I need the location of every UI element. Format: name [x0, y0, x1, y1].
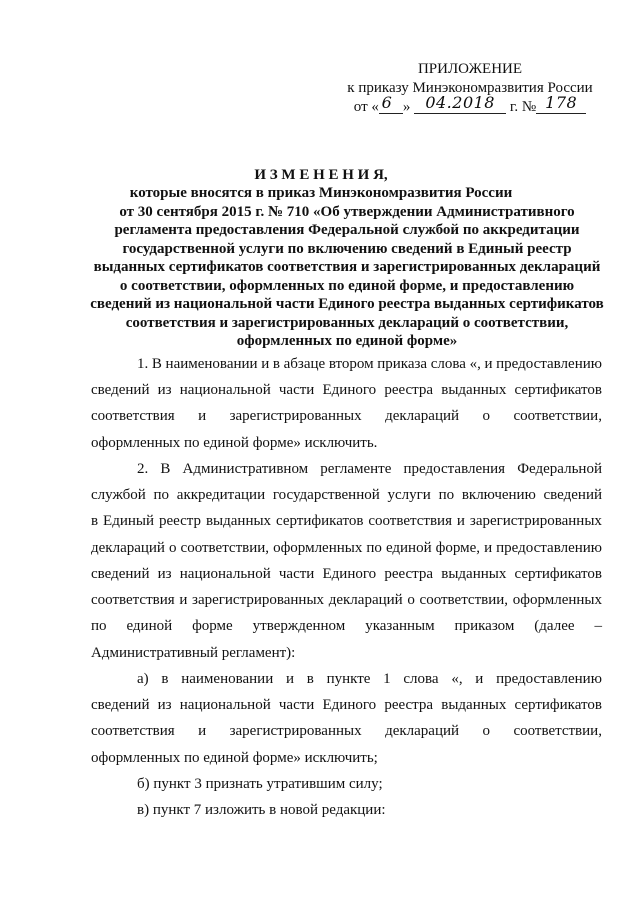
body-line — [91, 351, 602, 377]
word: форме, — [435, 539, 481, 556]
appendix-date-number-line — [345, 93, 595, 117]
word: – — [594, 618, 602, 635]
handwritten-number: 178 — [545, 93, 578, 112]
body-line: оформленных по единой форме» исключить. — [91, 434, 378, 451]
word: услуги — [387, 487, 431, 504]
body-line — [91, 535, 602, 561]
word: по — [153, 487, 170, 504]
word: и — [198, 723, 207, 740]
word: зарегистрированных — [469, 513, 602, 530]
word: включению — [461, 487, 536, 504]
word: из — [157, 565, 172, 582]
word: Федеральной — [517, 460, 602, 477]
date-close-quote: » — [402, 99, 411, 115]
word: соответствия — [91, 592, 175, 609]
word: в — [272, 356, 280, 372]
word: соответствия — [91, 408, 175, 425]
word: из — [157, 697, 172, 714]
word: о — [407, 592, 415, 609]
word: о — [482, 408, 490, 425]
word: реестра — [384, 382, 434, 399]
date-prefix: от « — [353, 99, 379, 115]
word: по — [366, 539, 382, 556]
body-line: оформленных по единой форме» исключить; — [91, 749, 378, 766]
word: о — [482, 723, 490, 740]
title-line: соответствия и зарегистрированных деклараций о соответствии, — [125, 314, 569, 331]
title-line: государственной услуги по включению сведений в Единый реестр — [122, 240, 572, 257]
body-line: б) пункт 3 признать утратившим силу; — [137, 775, 383, 792]
word: Административном — [182, 460, 309, 477]
word: деклараций — [328, 592, 403, 609]
word: Единого — [322, 382, 377, 399]
word: сведений — [91, 565, 150, 582]
document-title — [60, 166, 634, 350]
word: Единого — [322, 697, 377, 714]
word: в — [161, 670, 169, 687]
word: в — [91, 513, 99, 530]
word: предоставлению — [496, 539, 602, 556]
word: соответствии, — [513, 408, 602, 425]
subparagraph-b — [91, 771, 602, 797]
word: регламенте — [320, 460, 392, 477]
word: соответствии, — [419, 592, 509, 609]
word: зарегистрированных — [192, 592, 325, 609]
title-line: выданных сертификатов соответствия и зарегистрированных деклараций — [93, 259, 601, 276]
word: предоставлению — [496, 356, 602, 372]
title-line: от 30 сентября 2015 г. № 710 «Об утверждении Административного — [119, 203, 575, 220]
word: национальной — [179, 565, 271, 582]
word: указанным — [365, 618, 435, 635]
word: и — [484, 539, 493, 556]
word: сертификатов — [514, 697, 602, 714]
body-line — [91, 666, 602, 692]
word: реестр — [158, 513, 202, 530]
body-line: Административный регламент): — [91, 644, 296, 661]
word: наименовании — [165, 356, 258, 372]
word: «, — [451, 670, 463, 687]
word: единой — [385, 539, 432, 556]
word: государственной — [272, 487, 380, 504]
body-line — [91, 561, 602, 587]
word: пункте — [326, 670, 371, 687]
word: 2. — [137, 460, 149, 477]
appendix-title: ПРИЛОЖЕНИЕ — [417, 61, 523, 77]
word: и — [456, 513, 465, 530]
body-line — [91, 718, 602, 744]
word: приказа — [377, 356, 428, 372]
word: реестра — [384, 697, 434, 714]
word: деклараций — [385, 408, 460, 425]
word: выданных — [441, 697, 507, 714]
word: соответствия — [368, 513, 452, 530]
word: втором — [328, 356, 374, 372]
number-prefix: г. № — [509, 99, 537, 115]
word: слова — [403, 670, 439, 687]
word: и — [285, 670, 294, 687]
word: Единый — [103, 513, 154, 530]
body-line: в) пункт 7 изложить в новой редакции: — [137, 801, 386, 818]
paragraph-1 — [91, 351, 602, 456]
word: Единого — [322, 565, 377, 582]
word: части — [278, 382, 315, 399]
appendix-order-reference: к приказу Минэкономразвития России — [347, 80, 593, 96]
body-line — [91, 403, 602, 429]
word: «, — [469, 356, 481, 372]
word: и — [179, 592, 188, 609]
word: приказом — [454, 618, 515, 635]
title-line: регламента предоставления Федеральной службой по аккредитации — [114, 222, 580, 239]
word: аккредитации — [176, 487, 266, 504]
word: и — [198, 408, 207, 425]
word: сведений — [543, 487, 602, 504]
word: оформленных — [512, 592, 602, 609]
word: (далее — [534, 618, 575, 635]
word: единой — [126, 618, 173, 635]
word: соответствии, — [513, 723, 602, 740]
body-line — [91, 587, 602, 613]
word: соответствии, — [180, 539, 270, 556]
word: предоставления — [403, 460, 506, 477]
word: выданных — [441, 565, 507, 582]
word: части — [278, 565, 315, 582]
word: форме — [192, 618, 233, 635]
title-line: которые вносятся в приказ Минэкономразвития России — [129, 185, 513, 202]
month-year-blank — [414, 93, 506, 114]
appendix-header — [345, 60, 595, 117]
title-heading: И З М Е Н Е Н И Я, — [254, 167, 388, 183]
title-line: о соответствии, оформленных по единой форме, и предоставлению — [119, 277, 575, 294]
word: предоставлению — [496, 670, 602, 687]
title-line: оформленных по единой форме» — [236, 332, 458, 349]
word: и — [475, 670, 484, 687]
word: выданных — [441, 382, 507, 399]
word: сведений — [91, 382, 150, 399]
body-line — [91, 377, 602, 403]
word: утвержденном — [252, 618, 346, 635]
word: выданных — [205, 513, 272, 530]
word: из — [157, 382, 172, 399]
subparagraph-v — [91, 797, 602, 823]
body-line — [91, 456, 602, 482]
body-line — [91, 482, 602, 508]
word: о — [169, 539, 177, 556]
word: части — [278, 697, 315, 714]
word: сертификатов — [276, 513, 364, 530]
handwritten-day: 6 — [381, 93, 393, 112]
word: оформленных — [273, 539, 363, 556]
word: и — [261, 356, 270, 372]
word: 1. — [137, 356, 149, 372]
number-blank — [536, 93, 586, 114]
word: В — [151, 356, 162, 372]
word: сертификатов — [514, 565, 602, 582]
body-line — [91, 508, 602, 534]
word: национальной — [179, 697, 271, 714]
word: по — [438, 487, 455, 504]
word: реестра — [384, 565, 434, 582]
document-body — [91, 351, 602, 823]
word: В — [160, 460, 171, 477]
subparagraph-a — [91, 666, 602, 771]
word: деклараций — [385, 723, 460, 740]
word: зарегистрированных — [229, 723, 362, 740]
word: слова — [430, 356, 466, 372]
word: национальной — [179, 382, 271, 399]
word: сведений — [91, 697, 150, 714]
paragraph-2 — [91, 456, 602, 666]
word: сертификатов — [514, 382, 602, 399]
word: наименовании — [181, 670, 274, 687]
word: абзаце — [283, 356, 326, 372]
word: деклараций — [91, 539, 165, 556]
word: а) — [137, 670, 149, 687]
handwritten-month-year: 04.2018 — [425, 93, 495, 112]
title-line: сведений из национальной части Единого реестра выданных сертификатов — [90, 296, 604, 313]
word: по — [91, 618, 107, 635]
word: службой — [91, 487, 146, 504]
word: в — [306, 670, 314, 687]
word: 1 — [383, 670, 391, 687]
word: зарегистрированных — [229, 408, 362, 425]
day-blank — [379, 93, 403, 114]
body-line — [91, 613, 602, 639]
word: соответствия — [91, 723, 175, 740]
word: и — [484, 356, 493, 372]
body-line — [91, 692, 602, 718]
